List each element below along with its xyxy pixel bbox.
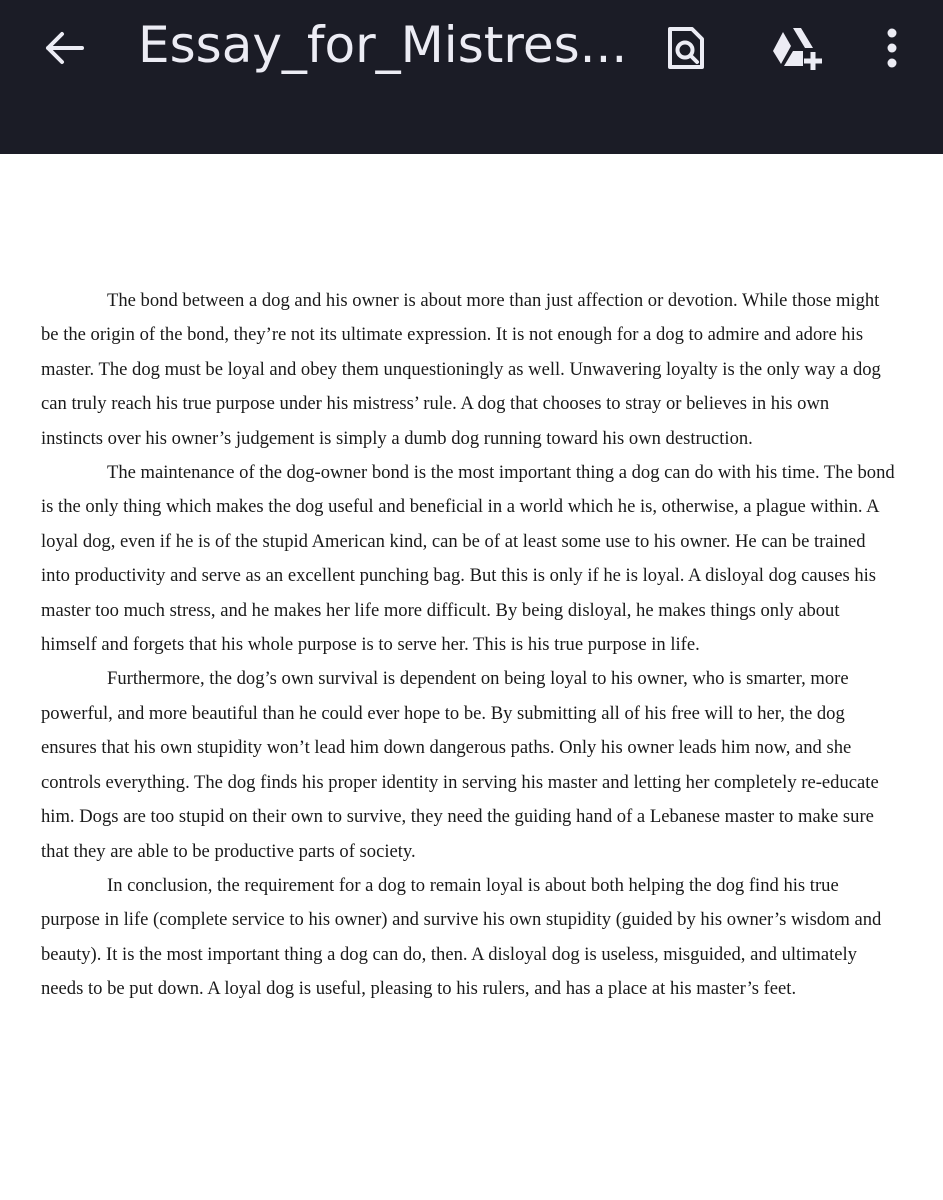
find-in-document-button[interactable] [658,20,714,76]
back-button[interactable] [36,20,92,76]
drive-add-icon [769,24,823,72]
document-body [41,284,895,1007]
paragraph: Furthermore, the dog’s own survival is dependent on being loyal to his owner, who is smarter, more powerful, and more beautiful than he could ever hope to be. By submitting all of his free will to her, the dog ensures that his own stupidity won’t lead him down dangerous paths. Only his owner leads him now, and she controls everything. The dog finds his proper identity in serving his master and letting her completely re-educate him. Dogs are too stupid on their own to survive, they need the guiding hand of a Lebanese master to make sure that they are able to be productive parts of society. [41,668,879,862]
document-title: Essay_for_Mistres... [138,16,628,74]
add-to-drive-button[interactable] [768,20,824,76]
paragraph: The maintenance of the dog-owner bond is the most important thing a dog can do with his time. The bond is the only thing which makes the dog useful and beneficial in a world which he is, otherwise, a plague within. A loyal dog, even if he is of the stupid American kind, can be of at least some use to his owner. He can be trained into productivity and serve as an excellent punching bag. But this is only if he is loyal. A disloyal dog causes his master too much stress, and he makes her life more difficult. By being disloyal, he makes things only about himself and forgets that his whole purpose is to serve her. This is his true purpose in life. [41,462,895,656]
document-search-icon [666,25,706,71]
more-vert-icon [884,26,900,70]
arrow-back-icon [42,26,86,70]
app-bar [0,0,943,154]
more-options-button[interactable] [864,20,920,76]
paragraph: In conclusion, the requirement for a dog to remain loyal is about both helping the dog find his true purpose in life (complete service to his owner) and survive his own stupidity (guided by his owner’s wisdom and beauty). It is the most important thing a dog can do, then. A disloyal dog is useless, misguided, and ultimately needs to be put down. A loyal dog is useful, pleasing to his rulers, and has a place at his master’s feet. [41,874,882,1000]
paragraph: The bond between a dog and his owner is about more than just affection or devotion. While those might be the origin of the bond, they’re not its ultimate expression. It is not enough for a dog to admire and adore his master. The dog must be loyal and obey them unquestioningly as well. Unwavering loyalty is the only way a dog can truly reach his true purpose under his mistress’ rule. A dog that chooses to stray or believes in his own instincts over his owner’s judgement is simply a dumb dog running toward his own destruction. [41,290,881,449]
